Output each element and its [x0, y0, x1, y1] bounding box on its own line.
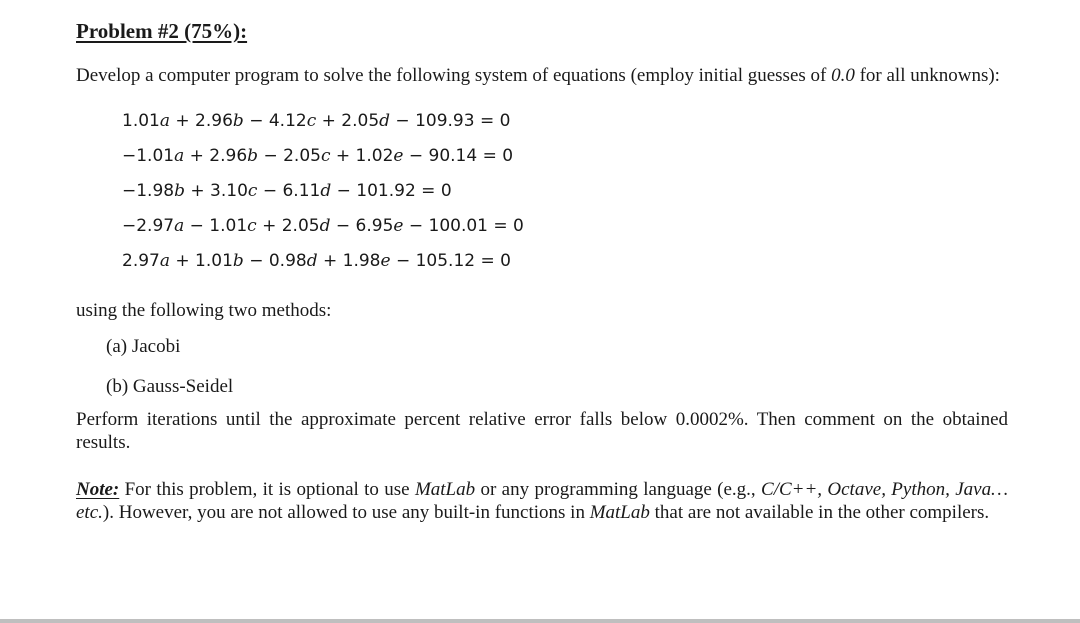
intro-text-before: Develop a computer program to solve the following system of equations (employ initial guesses of	[76, 65, 832, 86]
equation-variable: a	[159, 251, 170, 271]
equation-term: −2.97	[122, 216, 175, 236]
equation-term: − 90.14 = 0	[403, 146, 514, 166]
equation-variable: c	[247, 216, 257, 236]
equation-variable: e	[393, 216, 404, 236]
problem-intro	[76, 64, 1008, 87]
equation-variable: e	[380, 251, 391, 271]
note-text-1: For this problem, it is optional to use	[119, 479, 415, 500]
equation-variable: b	[232, 251, 244, 271]
equation-2	[122, 139, 1008, 174]
equation-term: −1.01	[122, 146, 175, 166]
note-text-4: that are not available in the other compilers.	[649, 502, 990, 523]
equation-term: − 100.01 = 0	[403, 216, 524, 236]
equation-variable: c	[306, 111, 317, 131]
note-matlab-2: MatLab	[589, 502, 650, 523]
note-languages: C/C++, Octave, Python, Java…etc.	[76, 479, 1008, 523]
equation-term: − 6.95	[330, 216, 394, 236]
note-paragraph	[76, 478, 1008, 524]
equation-term: + 1.02	[330, 146, 394, 166]
intro-text-after: for all unknowns):	[854, 65, 1000, 86]
equation-variable: d	[306, 251, 318, 271]
equation-term: + 2.96	[184, 146, 248, 166]
perform-instructions: Perform iterations until the approximate percent relative error falls below 0.0002%. Then comment on the obtained results.	[76, 409, 1008, 453]
equation-term: −1.98	[122, 181, 175, 201]
problem-page	[76, 18, 1008, 524]
methods-intro: using the following two methods:	[76, 300, 332, 321]
equation-term: − 4.12	[243, 111, 307, 131]
equation-5	[122, 244, 1008, 279]
equation-term: − 101.92 = 0	[331, 181, 452, 201]
equation-term: − 0.98	[243, 251, 307, 271]
equation-term: − 109.93 = 0	[390, 111, 511, 131]
equation-variable: b	[174, 181, 185, 201]
bottom-divider	[0, 619, 1080, 623]
equation-variable: c	[247, 181, 258, 201]
method-jacobi: (a) Jacobi	[106, 336, 181, 357]
initial-guess-value: 0.0	[831, 65, 855, 86]
equation-term: − 2.05	[258, 146, 321, 166]
equation-variable: b	[247, 146, 259, 166]
equation-term: + 2.05	[316, 111, 380, 131]
equation-term: + 2.96	[170, 111, 233, 131]
equation-term: + 2.05	[256, 216, 320, 236]
equation-variable: a	[174, 146, 185, 166]
equation-variable: d	[320, 181, 332, 201]
equation-1	[122, 104, 1008, 139]
equation-term: 2.97	[122, 251, 160, 271]
equation-term: − 6.11	[257, 181, 321, 201]
equation-term: − 1.01	[184, 216, 248, 236]
equation-term: + 1.98	[317, 251, 381, 271]
equation-3	[122, 174, 1008, 209]
equation-variable: c	[320, 146, 331, 166]
equation-4	[122, 209, 1008, 244]
equation-variable: a	[174, 216, 185, 236]
equation-variable: d	[379, 111, 391, 131]
equation-variable: e	[393, 146, 404, 166]
equation-term: 1.01	[122, 111, 160, 131]
equation-term: + 3.10	[185, 181, 248, 201]
note-matlab-1: MatLab	[414, 479, 476, 500]
equation-system	[122, 104, 1008, 279]
equation-variable: d	[319, 216, 331, 236]
note-text-2: or any programming language (e.g.,	[475, 479, 762, 500]
method-gauss-seidel: (b) Gauss-Seidel	[106, 376, 234, 397]
equation-term: − 105.12 = 0	[390, 251, 511, 271]
equation-term: + 1.01	[170, 251, 233, 271]
equation-variable: a	[159, 111, 170, 131]
equation-variable: b	[232, 111, 244, 131]
note-text-3: ). However, you are not allowed to use any built-in functions in	[102, 502, 590, 523]
note-label: Note:	[76, 479, 120, 500]
problem-title: Problem #2 (75%):	[76, 19, 248, 43]
